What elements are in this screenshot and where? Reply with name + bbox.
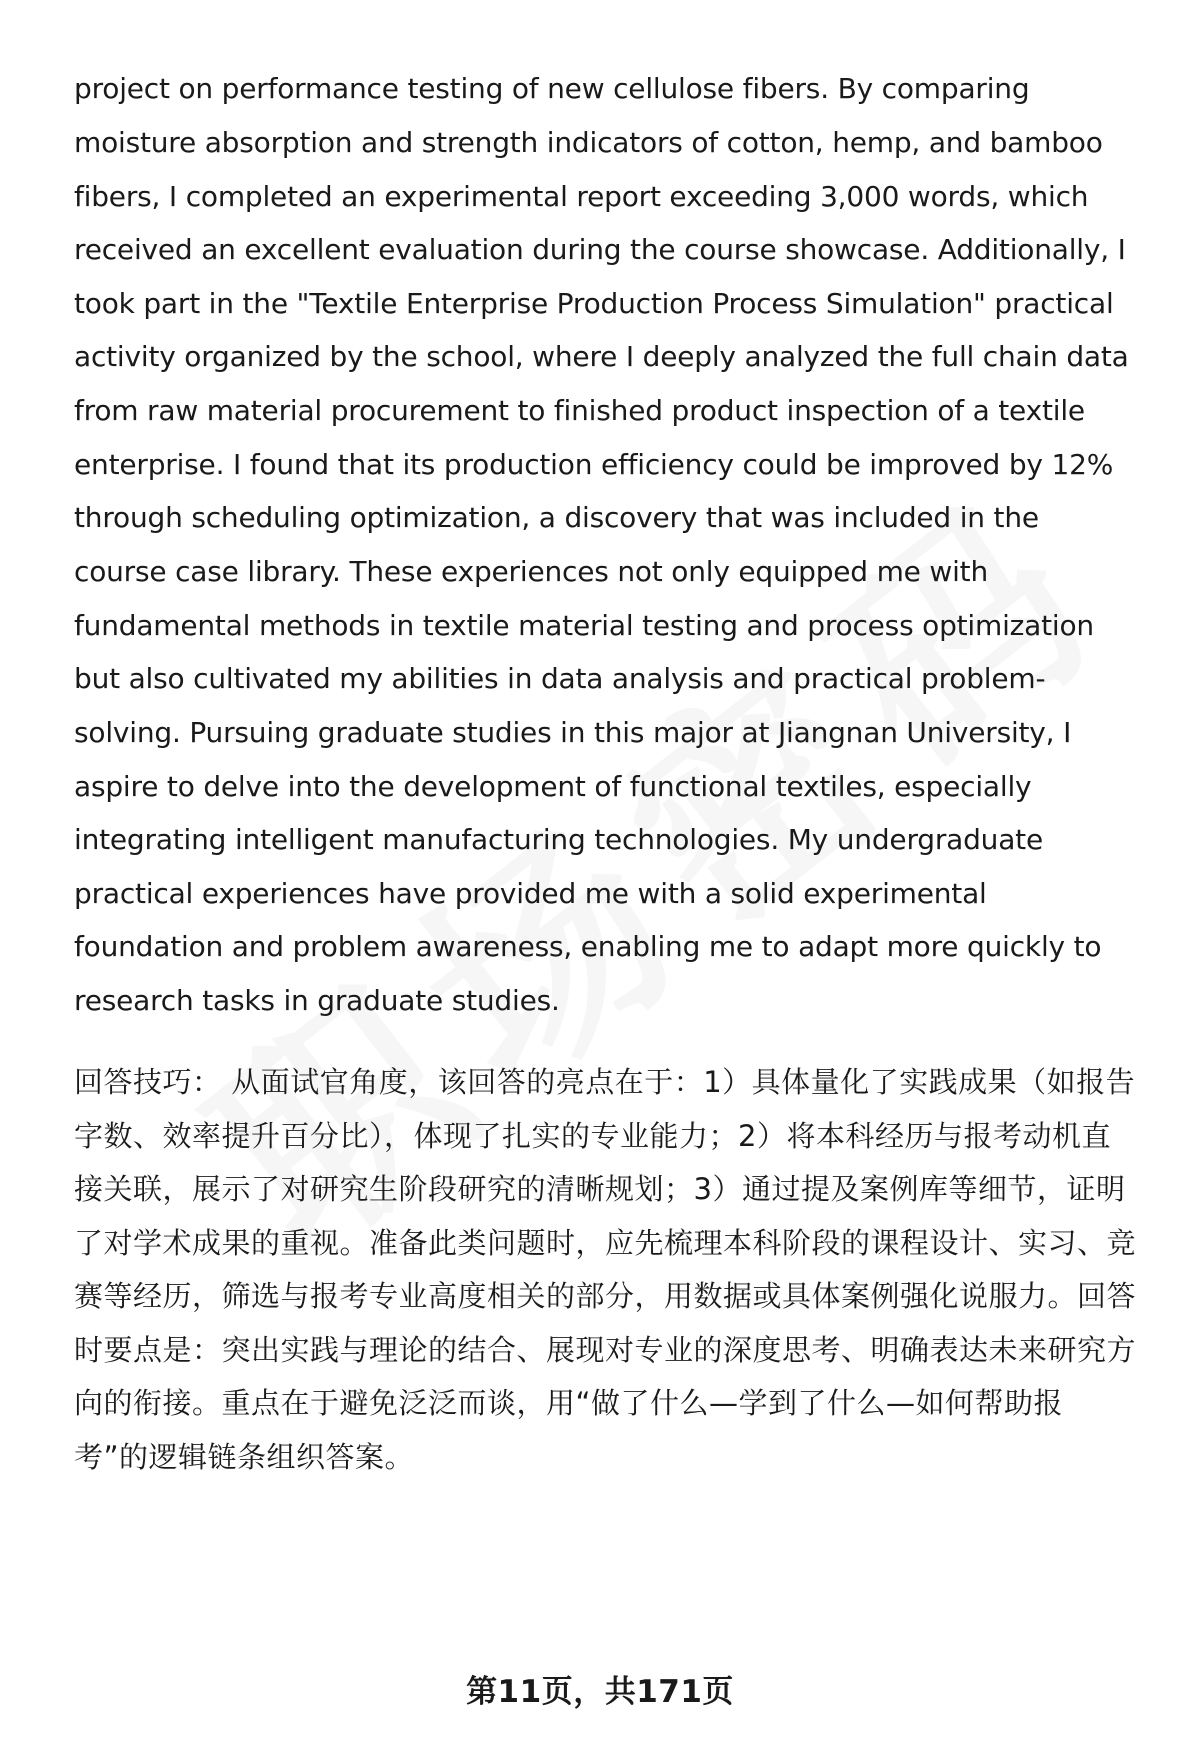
tips-line: 回答技巧： 从面试官角度，该回答的亮点在于：1）具体量化了实践成果（如报告 (74, 1065, 1136, 1099)
tips-line: 字数、效率提升百分比），体现了扎实的专业能力；2）将本科经历与报考动机直 (74, 1119, 1111, 1153)
body-line: through scheduling optimization, a discovery that was included in the (74, 501, 1039, 534)
body-line: moisture absorption and strength indicators of cotton, hemp, and bamboo (74, 126, 1103, 159)
body-line: aspire to delve into the development of functional textiles, especially (74, 770, 1032, 803)
tips-line: 了对学术成果的重视。准备此类问题时，应先梳理本科阶段的课程设计、实习、竞 (74, 1226, 1137, 1260)
body-line: solving. Pursuing graduate studies in this major at Jiangnan University, I (74, 716, 1072, 749)
body-line: course case library. These experiences not only equipped me with (74, 555, 988, 588)
body-line: fibers, I completed an experimental report exceeding 3,000 words, which (74, 180, 1089, 213)
body-line: activity organized by the school, where I deeply analyzed the full chain data (74, 340, 1129, 373)
body-line: but also cultivated my abilities in data analysis and practical problem- (74, 662, 1046, 695)
body-line: took part in the "Textile Enterprise Production Process Simulation" practical (74, 287, 1114, 320)
body-line: project on performance testing of new cellulose fibers. By comparing (74, 72, 1030, 105)
tips-line: 接关联，展示了对研究生阶段研究的清晰规划；3）通过提及案例库等细节，证明 (74, 1172, 1126, 1206)
body-line: received an excellent evaluation during the course showcase. Additionally, I (74, 233, 1126, 266)
body-line: research tasks in graduate studies. (74, 984, 560, 1017)
body-line: from raw material procurement to finished product inspection of a textile (74, 394, 1085, 427)
body-line: enterprise. I found that its production efficiency could be improved by 12% (74, 448, 1114, 481)
page-number-footer: 第11页，共171页 (466, 1674, 734, 1710)
tips-line: 向的衔接。重点在于避免泛泛而谈，用“做了什么—学到了什么—如何帮助报 (74, 1386, 1064, 1420)
tips-line: 赛等经历，筛选与报考专业高度相关的部分，用数据或具体案例强化说服力。回答 (74, 1279, 1137, 1313)
body-line: foundation and problem awareness, enabling me to adapt more quickly to (74, 930, 1102, 963)
body-line: integrating intelligent manufacturing technologies. My undergraduate (74, 823, 1043, 856)
body-line: fundamental methods in textile material testing and process optimization (74, 609, 1094, 642)
tips-line: 时要点是：突出实践与理论的结合、展现对专业的深度思考、明确表达未来研究方 (74, 1333, 1137, 1367)
tips-line: 考”的逻辑链条组织答案。 (74, 1440, 415, 1474)
body-line: practical experiences have provided me with a solid experimental (74, 877, 987, 910)
